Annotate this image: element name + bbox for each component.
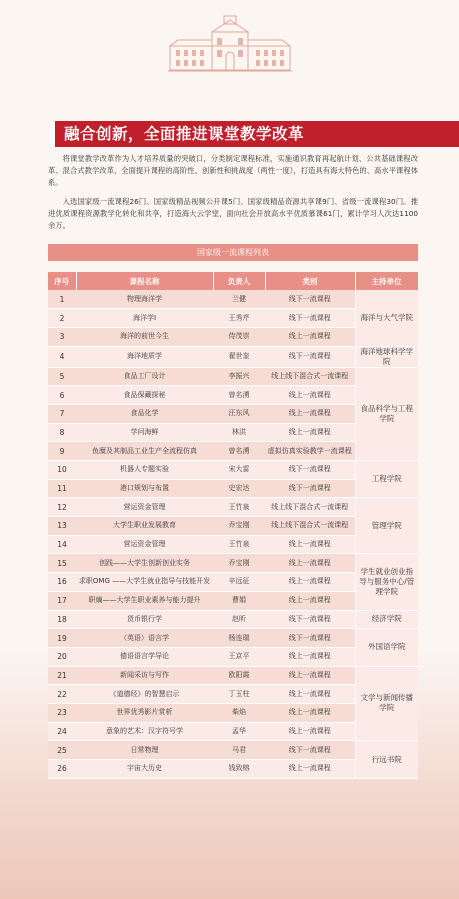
row-number: 21 [48, 666, 76, 685]
column-header: 主持单位 [355, 272, 418, 290]
course-lead: 杨连瑞 [213, 629, 265, 648]
section-heading-text: 融合创新，全面推进课堂教学改革 [64, 125, 305, 143]
course-name: 物理海洋学 [76, 290, 213, 309]
host-unit: 工程学院 [355, 461, 418, 498]
course-type: 线上一流课程 [265, 535, 355, 554]
column-header: 负责人 [213, 272, 265, 290]
course-lead: 侍茂崇 [213, 327, 265, 346]
course-type: 线下一流课程 [265, 629, 355, 648]
host-unit: 行远书院 [355, 741, 418, 778]
host-unit: 文学与新闻传播学院 [355, 666, 418, 741]
course-lead: 翟世奎 [213, 346, 265, 367]
table-row [48, 498, 418, 517]
course-type: 线上一流课程 [265, 685, 355, 704]
row-number: 5 [48, 367, 76, 386]
column-header: 序号 [48, 272, 76, 290]
course-type: 虚拟仿真实验教学一流课程 [265, 442, 355, 461]
table-row [48, 461, 418, 480]
course-name: 大学生职业发展教育 [76, 517, 213, 536]
course-name: 创践——大学生创新创业实务 [76, 554, 213, 573]
row-number: 19 [48, 629, 76, 648]
course-lead: 欧阳霞 [213, 666, 265, 685]
course-name: 食品保藏探秘 [76, 386, 213, 405]
campus-building-illustration [168, 14, 292, 74]
course-type: 线上线下混合式一流课程 [265, 498, 355, 517]
table-row [48, 367, 418, 386]
table-row [48, 346, 418, 367]
course-lead: 史宏达 [213, 479, 265, 498]
course-lead: 宋大雷 [213, 461, 265, 480]
course-lead: 林洪 [213, 423, 265, 442]
course-name: 学问海鲜 [76, 423, 213, 442]
course-lead: 汪东风 [213, 404, 265, 423]
course-name: 日常物理 [76, 741, 213, 760]
course-type: 线上一流课程 [265, 760, 355, 779]
row-number: 20 [48, 647, 76, 666]
course-lead: 丁玉柱 [213, 685, 265, 704]
course-name: 海洋的前世今生 [76, 327, 213, 346]
course-type: 线上一流课程 [265, 591, 355, 610]
course-lead: 柴焰 [213, 703, 265, 722]
table-row [48, 741, 418, 760]
course-type: 线上一流课程 [265, 554, 355, 573]
host-unit: 海洋地球科学学院 [355, 346, 418, 367]
host-unit: 学生就业创业指导与服务中心/管理学院 [355, 554, 418, 610]
course-name: 求职OMG ——大学生就业指导与技能开发 [76, 573, 213, 592]
course-name: 港口规划与布置 [76, 479, 213, 498]
course-name: 货币银行学 [76, 610, 213, 629]
course-type: 线上一流课程 [265, 666, 355, 685]
course-name: 鱼糜及其制品工业生产全流程仿真 [76, 442, 213, 461]
course-type: 线上线下混合式一流课程 [265, 517, 355, 536]
course-type: 线上一流课程 [265, 423, 355, 442]
course-name: 职熵——大学生职业素养与能力提升 [76, 591, 213, 610]
course-name: 意象的艺术：汉字符号学 [76, 722, 213, 741]
row-number: 13 [48, 517, 76, 536]
course-name: （英语）语言学 [76, 629, 213, 648]
course-name: 食品工厂设计 [76, 367, 213, 386]
row-number: 4 [48, 346, 76, 367]
course-table [48, 272, 419, 779]
course-type: 线上一流课程 [265, 386, 355, 405]
row-number: 24 [48, 722, 76, 741]
course-name: 宇宙大历史 [76, 760, 213, 779]
course-type: 线下一流课程 [265, 309, 355, 328]
row-number: 8 [48, 423, 76, 442]
course-lead: 李振兴 [213, 367, 265, 386]
intro-paragraph-1: 将课堂教学改革作为人才培养质量的突破口，分类制定课程标准，实施通识教育再起航计划、公共基础课程改革、混合式教学改革，全面提升课程的高阶性、创新性和挑战度（两性一度），打造具有海大特色的、高水平课程体系。 [48, 154, 418, 188]
row-number: 2 [48, 309, 76, 328]
course-type: 线下一流课程 [265, 610, 355, 629]
row-number: 9 [48, 442, 76, 461]
table-title: 国家级一流课程列表 [48, 244, 418, 261]
host-unit: 管理学院 [355, 498, 418, 554]
course-type: 线上一流课程 [265, 647, 355, 666]
course-name: 营运资金管理 [76, 535, 213, 554]
table-row [48, 666, 418, 685]
course-type: 线下一流课程 [265, 741, 355, 760]
host-unit: 经济学院 [355, 610, 418, 629]
table-row [48, 610, 418, 629]
row-number: 17 [48, 591, 76, 610]
course-type: 线上一流课程 [265, 703, 355, 722]
row-number: 23 [48, 703, 76, 722]
course-type: 线上线下混合式一流课程 [265, 367, 355, 386]
course-type: 线上一流课程 [265, 327, 355, 346]
section-heading [50, 121, 459, 147]
course-lead: 乔宝刚 [213, 517, 265, 536]
course-lead: 曹娟 [213, 591, 265, 610]
column-header: 类别 [265, 272, 355, 290]
course-name: 新闻采访与写作 [76, 666, 213, 685]
intro-paragraph-2: 入选国家级一流课程26门、国家级精品视频公开课5门、国家级精品资源共享课9门、省级一流课程30门。推进优质课程资源教学化转化和共享，打造海大云学堂，面向社会开放高水平优质慕课61门，累计学习人次达1100余万。 [48, 197, 418, 231]
course-type: 线下一流课程 [265, 290, 355, 309]
row-number: 25 [48, 741, 76, 760]
row-number: 16 [48, 573, 76, 592]
column-header: 课程名称 [76, 272, 213, 290]
table-row [48, 290, 418, 309]
row-number: 15 [48, 554, 76, 573]
host-unit: 海洋与大气学院 [355, 290, 418, 346]
row-number: 12 [48, 498, 76, 517]
course-lead: 王竹泉 [213, 498, 265, 517]
course-lead: 钱致榕 [213, 760, 265, 779]
course-lead: 马君 [213, 741, 265, 760]
table-row [48, 554, 418, 573]
course-type: 线下一流课程 [265, 346, 355, 367]
course-lead: 兰健 [213, 290, 265, 309]
course-lead: 王秀芹 [213, 309, 265, 328]
row-number: 11 [48, 479, 76, 498]
row-number: 14 [48, 535, 76, 554]
course-type: 线下一流课程 [265, 479, 355, 498]
course-type: 线下一流课程 [265, 461, 355, 480]
course-name: 机器人专题实验 [76, 461, 213, 480]
course-lead: 赵昕 [213, 610, 265, 629]
course-name: 世界优秀影片赏析 [76, 703, 213, 722]
course-lead: 辛远征 [213, 573, 265, 592]
row-number: 22 [48, 685, 76, 704]
course-name: 海洋学I [76, 309, 213, 328]
host-unit: 外国语学院 [355, 629, 418, 666]
course-name: 海洋地质学 [76, 346, 213, 367]
course-lead: 王京平 [213, 647, 265, 666]
course-name: 德语语言学导论 [76, 647, 213, 666]
course-name: 食品化学 [76, 404, 213, 423]
row-number: 7 [48, 404, 76, 423]
course-type: 线上一流课程 [265, 573, 355, 592]
course-lead: 曾名湧 [213, 442, 265, 461]
row-number: 10 [48, 461, 76, 480]
course-type: 线上一流课程 [265, 404, 355, 423]
heading-accent-bar [50, 121, 55, 147]
course-name: 《道德经》的智慧启示 [76, 685, 213, 704]
row-number: 18 [48, 610, 76, 629]
course-lead: 孟华 [213, 722, 265, 741]
row-number: 26 [48, 760, 76, 779]
row-number: 3 [48, 327, 76, 346]
row-number: 6 [48, 386, 76, 405]
course-lead: 乔宝刚 [213, 554, 265, 573]
row-number: 1 [48, 290, 76, 309]
course-lead: 王竹泉 [213, 535, 265, 554]
table-header-row [48, 272, 418, 290]
course-name: 营运资金管理 [76, 498, 213, 517]
course-type: 线上一流课程 [265, 722, 355, 741]
table-row [48, 629, 418, 648]
host-unit: 食品科学与工程学院 [355, 367, 418, 460]
course-lead: 曾名湧 [213, 386, 265, 405]
